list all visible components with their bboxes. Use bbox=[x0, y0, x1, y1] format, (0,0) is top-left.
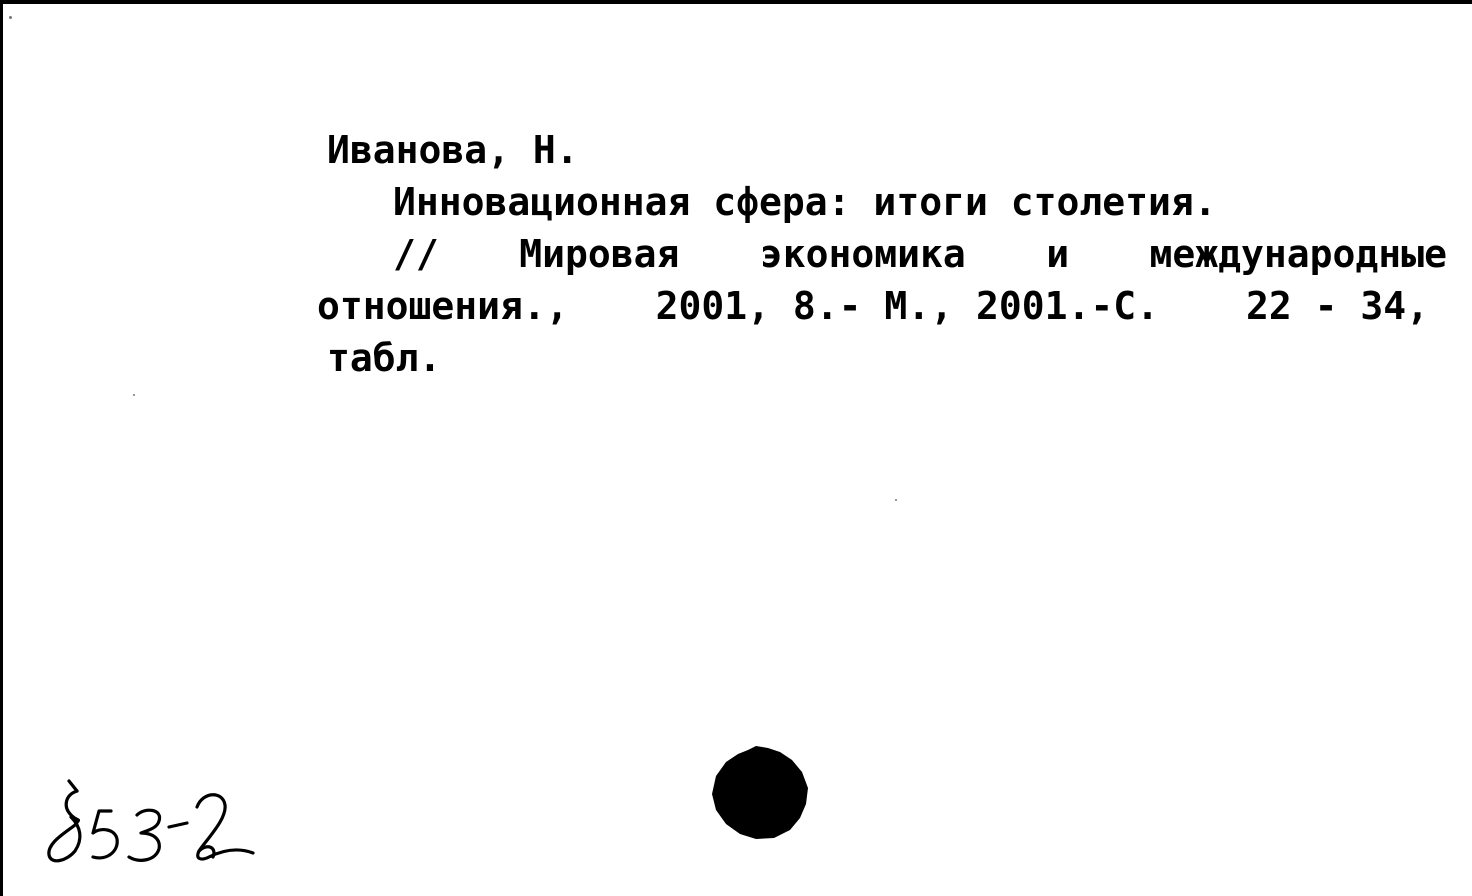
publication-details-line bbox=[317, 280, 1429, 332]
speck bbox=[895, 499, 897, 501]
extent-line: табл. bbox=[327, 336, 442, 380]
issue-info: 2001, 8.- М., 2001.-С. bbox=[655, 284, 1159, 328]
journal-line bbox=[393, 228, 1447, 280]
page-range: 22 - 34, bbox=[1245, 284, 1429, 328]
punch-hole bbox=[710, 744, 810, 840]
journal-word: международные bbox=[1149, 232, 1447, 276]
journal-word: Мировая bbox=[519, 232, 680, 276]
speck bbox=[133, 394, 135, 396]
journal-separator: // bbox=[393, 232, 439, 276]
title-line: Инновационная сфера: итоги столетия. bbox=[393, 180, 1217, 224]
handwritten-shelfmark bbox=[41, 777, 271, 872]
journal-name-end: отношения., bbox=[317, 284, 569, 328]
journal-word: экономика bbox=[759, 232, 966, 276]
card-top-edge bbox=[3, 2, 1472, 6]
journal-word: и bbox=[1046, 232, 1070, 276]
speck bbox=[9, 16, 12, 19]
author-line: Иванова, Н. bbox=[327, 128, 579, 172]
